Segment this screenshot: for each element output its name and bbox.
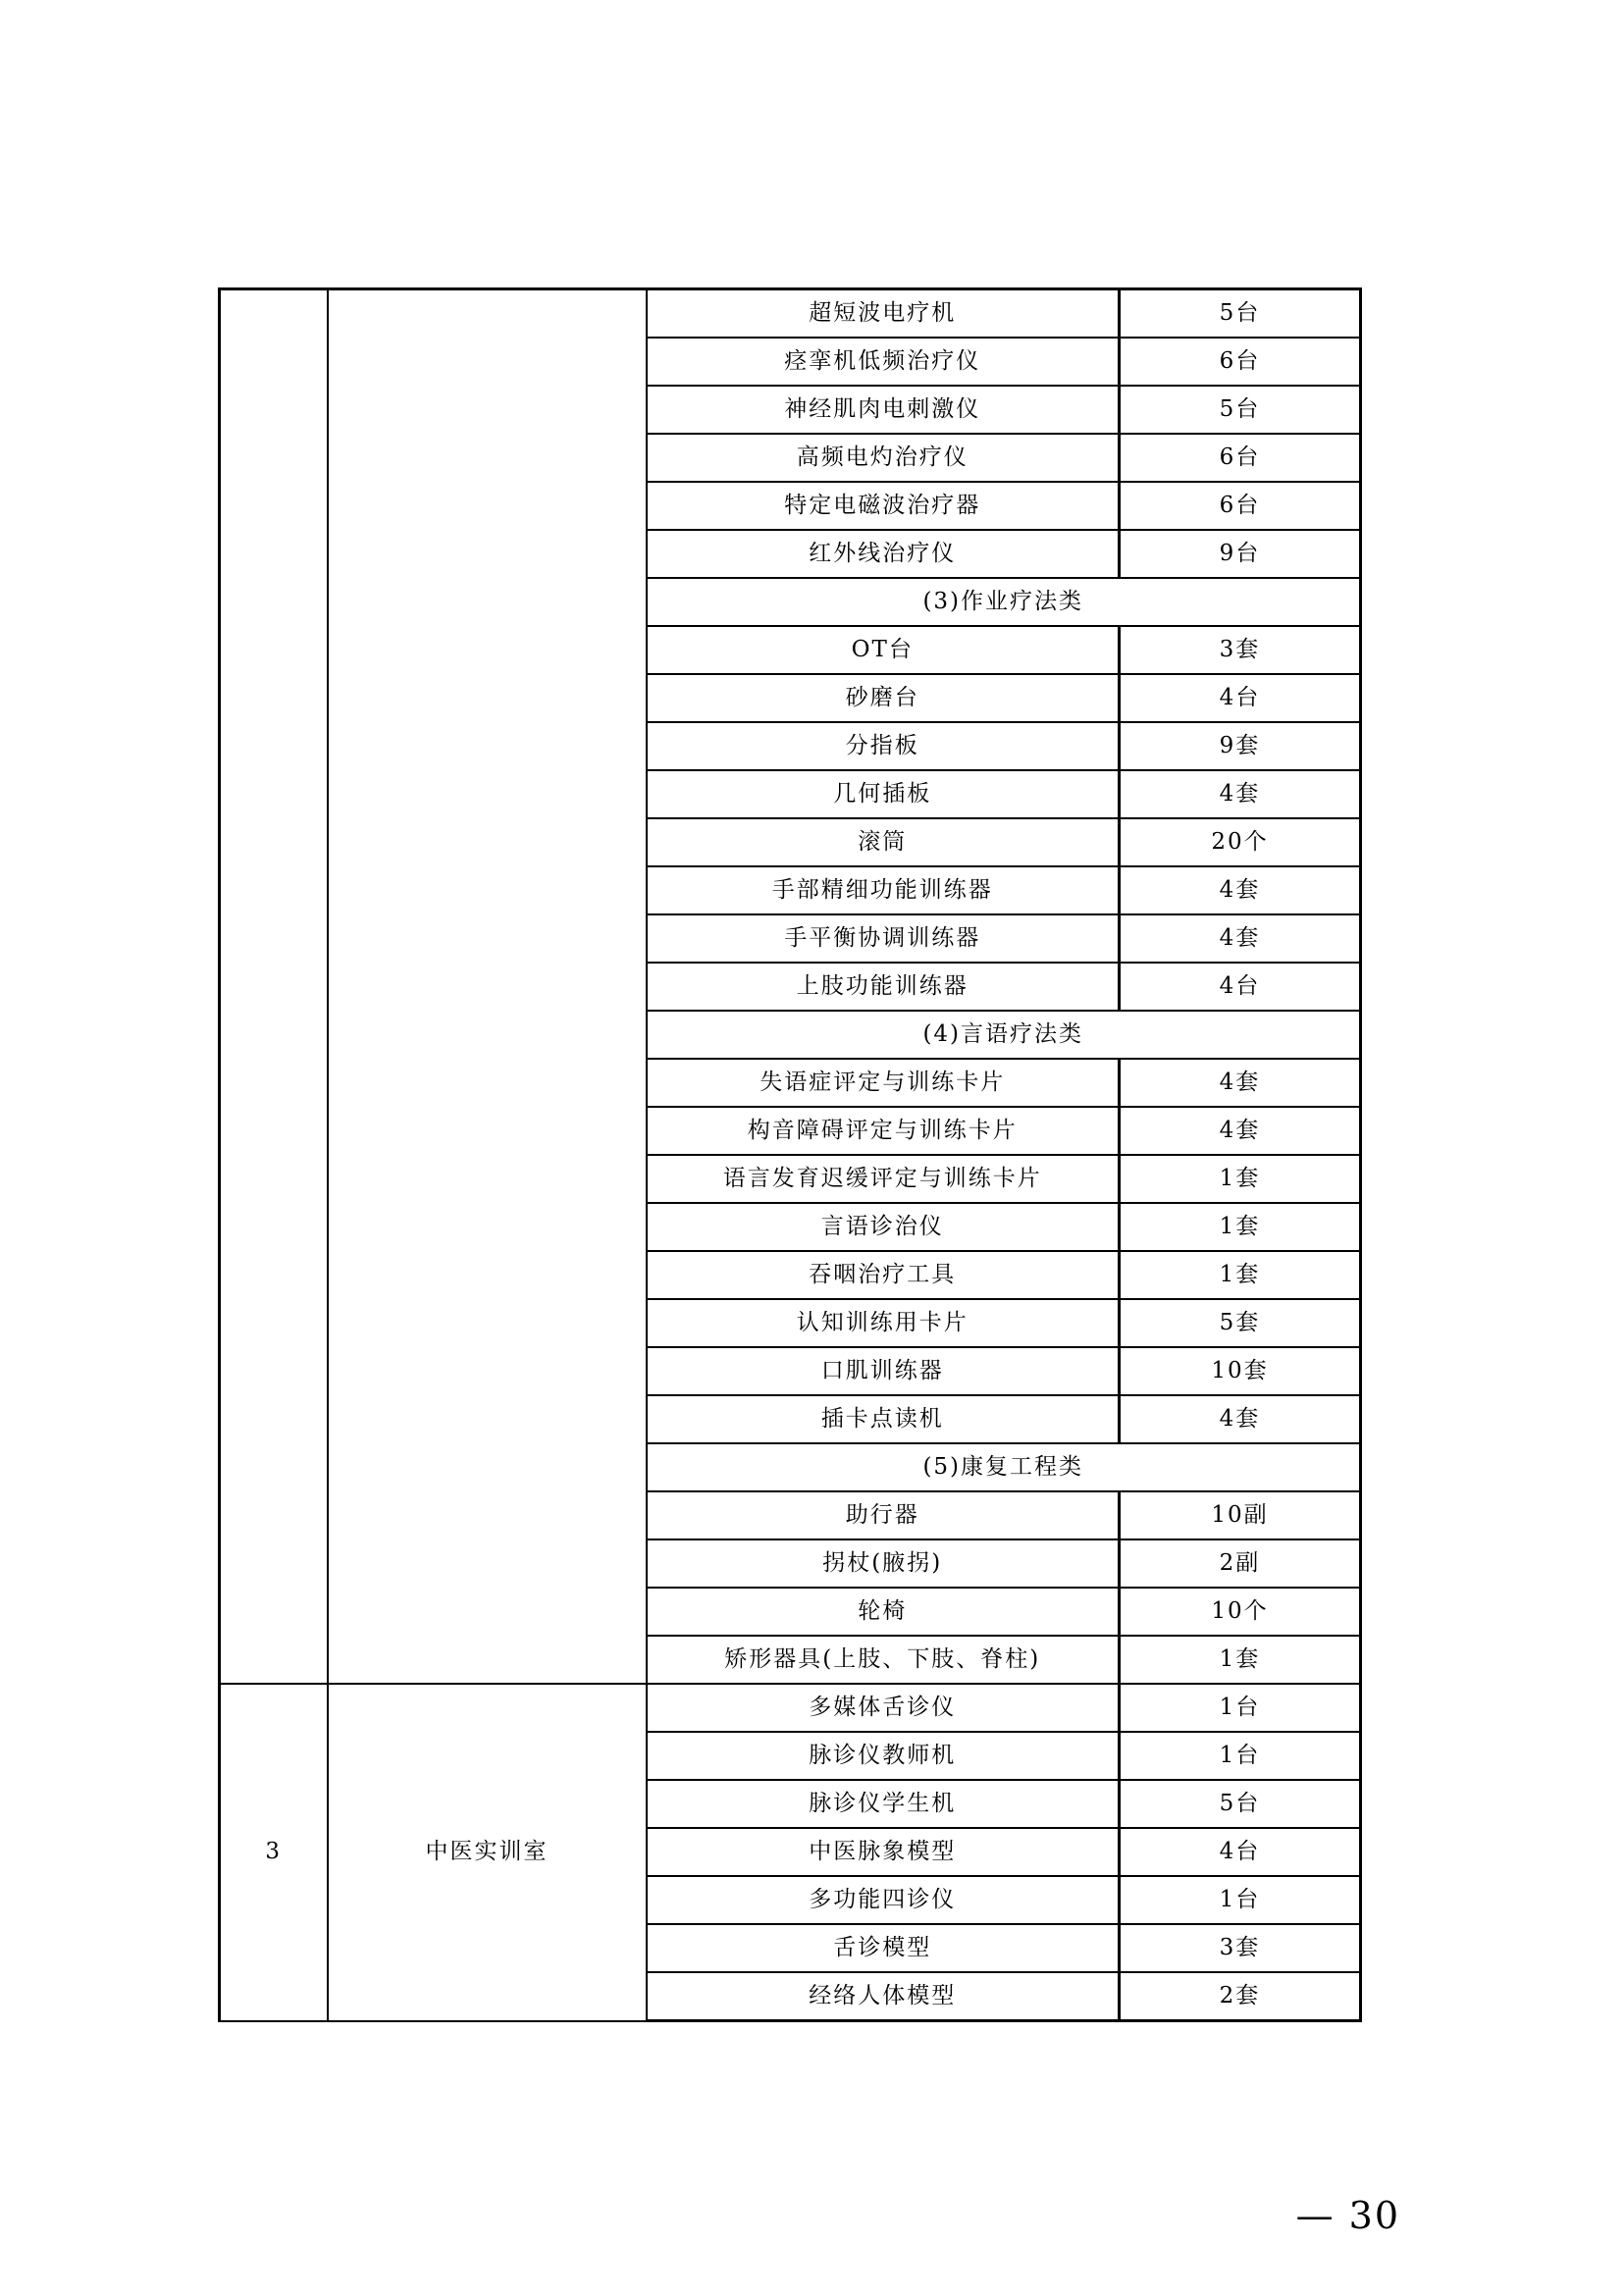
equipment-name: 中医脉象模型 — [647, 1828, 1120, 1876]
equipment-qty: 9套 — [1120, 722, 1361, 770]
equipment-name: 砂磨台 — [647, 674, 1120, 722]
table-row — [220, 289, 1361, 339]
equipment-qty: 4套 — [1120, 1059, 1361, 1107]
equipment-name: 手部精细功能训练器 — [647, 866, 1120, 914]
category-title: (5)康复工程类 — [647, 1443, 1361, 1491]
equipment-qty: 4套 — [1120, 866, 1361, 914]
equipment-qty: 4套 — [1120, 1107, 1361, 1155]
equipment-qty: 2副 — [1120, 1539, 1361, 1588]
equipment-name: 特定电磁波治疗器 — [647, 482, 1120, 530]
equipment-name: 高频电灼治疗仪 — [647, 434, 1120, 482]
equipment-name: 神经肌肉电刺激仪 — [647, 386, 1120, 434]
group-number-cell — [220, 289, 328, 1685]
equipment-qty: 1台 — [1120, 1684, 1361, 1732]
equipment-qty: 1台 — [1120, 1732, 1361, 1780]
group-room-name: 中医实训室 — [328, 1684, 647, 2021]
group-number: 3 — [220, 1684, 328, 2021]
equipment-qty: 1套 — [1120, 1155, 1361, 1203]
equipment-name: 吞咽治疗工具 — [647, 1251, 1120, 1299]
equipment-name: 拐杖(腋拐) — [647, 1539, 1120, 1588]
equipment-qty: 1套 — [1120, 1636, 1361, 1684]
equipment-qty: 4台 — [1120, 963, 1361, 1011]
equipment-qty: 10套 — [1120, 1347, 1361, 1395]
equipment-qty: 9台 — [1120, 530, 1361, 578]
equipment-name: 认知训练用卡片 — [647, 1299, 1120, 1347]
equipment-name: 多媒体舌诊仪 — [647, 1684, 1120, 1732]
equipment-qty: 5台 — [1120, 1780, 1361, 1828]
equipment-qty: 4台 — [1120, 1828, 1361, 1876]
equipment-qty: 6台 — [1120, 338, 1361, 386]
equipment-qty: 1台 — [1120, 1876, 1361, 1924]
equipment-qty: 4台 — [1120, 674, 1361, 722]
equipment-qty: 6台 — [1120, 434, 1361, 482]
equipment-qty: 1套 — [1120, 1203, 1361, 1251]
equipment-name: 手平衡协调训练器 — [647, 914, 1120, 963]
equipment-table — [218, 287, 1362, 2022]
equipment-name: 分指板 — [647, 722, 1120, 770]
equipment-name: 红外线治疗仪 — [647, 530, 1120, 578]
equipment-name: 经络人体模型 — [647, 1972, 1120, 2021]
equipment-name: 口肌训练器 — [647, 1347, 1120, 1395]
equipment-qty: 20个 — [1120, 818, 1361, 866]
equipment-qty: 4套 — [1120, 770, 1361, 818]
equipment-name: 滚筒 — [647, 818, 1120, 866]
equipment-name: 构音障碍评定与训练卡片 — [647, 1107, 1120, 1155]
equipment-name: 插卡点读机 — [647, 1395, 1120, 1443]
equipment-name: OT台 — [647, 626, 1120, 674]
equipment-name: 多功能四诊仪 — [647, 1876, 1120, 1924]
equipment-qty: 3套 — [1120, 1924, 1361, 1972]
equipment-name: 脉诊仪教师机 — [647, 1732, 1120, 1780]
equipment-name: 失语症评定与训练卡片 — [647, 1059, 1120, 1107]
equipment-name: 舌诊模型 — [647, 1924, 1120, 1972]
equipment-qty: 6台 — [1120, 482, 1361, 530]
equipment-qty: 4套 — [1120, 914, 1361, 963]
page-number: — 30 — [1295, 2194, 1400, 2237]
equipment-qty: 1套 — [1120, 1251, 1361, 1299]
equipment-qty: 5套 — [1120, 1299, 1361, 1347]
equipment-qty: 2套 — [1120, 1972, 1361, 2021]
equipment-qty: 5台 — [1120, 386, 1361, 434]
equipment-qty: 4套 — [1120, 1395, 1361, 1443]
equipment-name: 轮椅 — [647, 1588, 1120, 1636]
equipment-name: 上肢功能训练器 — [647, 963, 1120, 1011]
table-row — [220, 1684, 1361, 1732]
equipment-qty: 10个 — [1120, 1588, 1361, 1636]
category-title: (3)作业疗法类 — [647, 578, 1361, 626]
equipment-name: 脉诊仪学生机 — [647, 1780, 1120, 1828]
equipment-name: 超短波电疗机 — [647, 289, 1120, 339]
group-room-cell — [328, 289, 647, 1685]
category-title: (4)言语疗法类 — [647, 1011, 1361, 1059]
equipment-qty: 10副 — [1120, 1491, 1361, 1539]
equipment-name: 痉挛机低频治疗仪 — [647, 338, 1120, 386]
equipment-name: 几何插板 — [647, 770, 1120, 818]
equipment-name: 语言发育迟缓评定与训练卡片 — [647, 1155, 1120, 1203]
equipment-name: 矫形器具(上肢、下肢、脊柱) — [647, 1636, 1120, 1684]
equipment-qty: 3套 — [1120, 626, 1361, 674]
equipment-name: 言语诊治仪 — [647, 1203, 1120, 1251]
equipment-name: 助行器 — [647, 1491, 1120, 1539]
equipment-qty: 5台 — [1120, 289, 1361, 339]
